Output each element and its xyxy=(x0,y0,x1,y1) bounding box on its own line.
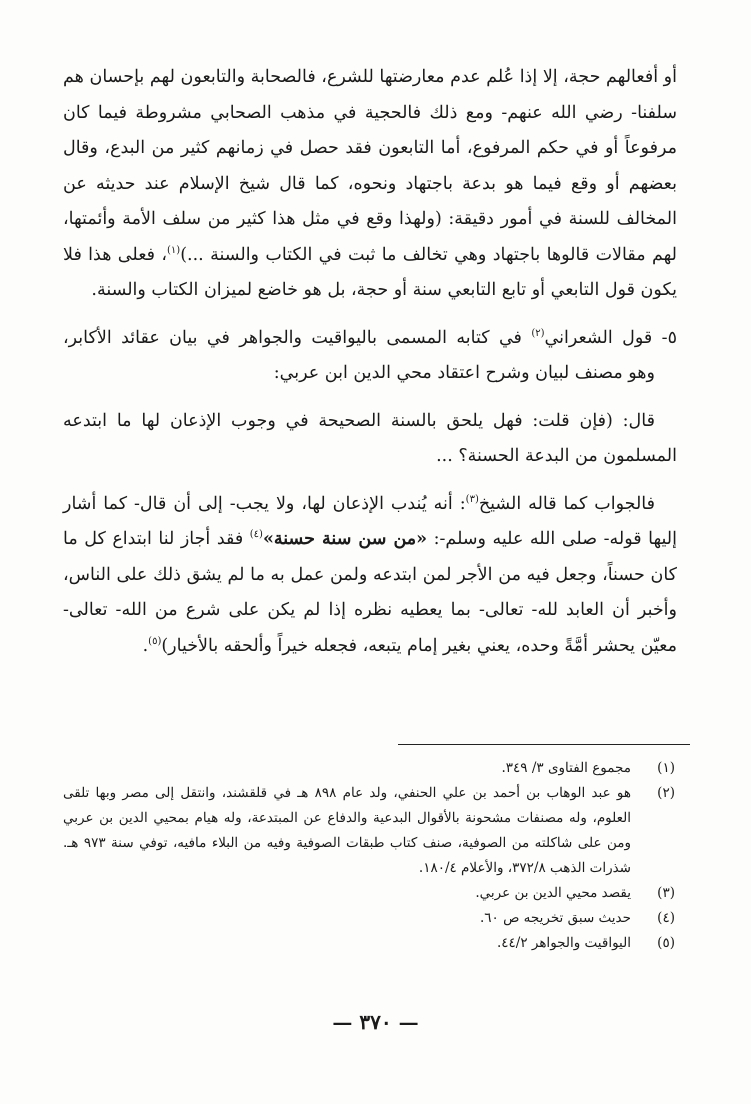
footnote-ref-5: (٥) xyxy=(148,635,162,647)
footnote-ref-2: (٢) xyxy=(531,327,545,339)
footnote-3 xyxy=(63,881,675,906)
paragraph-2-item-5: ٥- قول الشعراني$^{(٢)}$ في كتابه المسمى باليواقيت والجواهر في بيان عقائد الأكابر، وهو مصنف لبيان وشرح اعتقاد محي الدين ابن عربي: xyxy=(63,327,677,383)
main-text xyxy=(63,60,677,676)
hadith-quote: «من سن سنة حسنة» xyxy=(262,529,428,549)
page-number: — ٣٧٠ — xyxy=(332,1010,419,1034)
footnote-separator xyxy=(398,744,690,745)
footnote-2 xyxy=(63,781,675,881)
paragraph-1: أو أفعالهم حجة، إلا إذا عُلم عدم معارضتها للشرع، فالصحابة والتابعون لهم بإحسان هم سلفنا- رضي الله عنهم- ومع ذلك فالحجية في مذهب الصحابي مشروطة فيما كان مرفوعاً أو في حكم المرفوع، أما التابعون فقد حصل في زمانهم كثير من البدع، وقال بعضهم أو وقع فيما هو بدعة باجتهاد ونحوه، كما قال شيخ الإسلام عند حديثه عن المخالف للسنة في أمور دقيقة: (ولهذا وقع في مثل هذا كثير من سلف الأمة وأئمتها، لهم مقالات قالوها باجتهاد وهي تخالف ما ثبت في الكتاب والسنة ...)$^{(١)}$، فعلى هذا فلا يكون قول التابعي أو تابع التابعي سنة أو حجة، بل هو خاضع لميزان الكتاب والسنة. xyxy=(63,67,677,300)
footnote-1 xyxy=(63,756,675,781)
footnote-5 xyxy=(63,931,675,956)
footnote-text: يقصد محيي الدين بن عربي. xyxy=(475,885,631,901)
paragraph-4-answer: فالجواب كما قاله الشيخ$^{(٣)}$: أنه يُندب الإذعان لها، ولا يجب- إلى أن قال- كما أشار إليها قوله- صلى الله عليه وسلم-: «من سن سنة حسنة»$^{(٤)}$ فقد أجاز لنا ابتداع كل ما كان حسناً، وجعل فيه من الأجر لمن ابتدعه ولمن عمل به ما لم يشق ذلك على الناس، وأخبر أن العابد لله- تعالى- بما يعطيه نظره إذا لم يكن على شرع من الله- تعالى- معيّن يحشر أمَّةً وحده، يعني بغير إمام يتبعه، فجعله خيراً وألحقه بالأخيار)$^{(٥)}$. xyxy=(63,493,678,656)
footnote-number: (٤) xyxy=(657,910,675,926)
paragraph-3-quote: قال: (فإن قلت: فهل يلحق بالسنة الصحيحة في وجوب الإذعان لها ما ابتدعه المسلمون من البدعة الحسنة؟ ... xyxy=(63,410,677,466)
footnote-text: اليواقيت والجواهر ٤٤/٢. xyxy=(496,935,631,951)
footnote-ref-3: (٣) xyxy=(465,493,479,505)
footnote-number: (٥) xyxy=(657,935,675,951)
footnote-number: (١) xyxy=(657,760,675,776)
footnote-ref-1: (١) xyxy=(167,244,181,256)
footnotes xyxy=(63,756,675,956)
footnote-text: مجموع الفتاوى ٣/ ٣٤٩. xyxy=(501,760,631,776)
footnote-4 xyxy=(63,906,675,931)
footnote-ref-4: (٤) xyxy=(249,529,263,541)
footnote-text: هو عبد الوهاب بن أحمد بن علي الحنفي، ولد عام ٨٩٨ هـ في قلقشند، وانتقل إلى مصر وبها تلقى العلوم، وله مصنفات مشحونة بالأقوال البدعية والدفاع عن المبتدعة، وله هيام بمحيي الدين بن عربي ومن على شاكلته من الصوفية، صنف كتاب طبقات الصوفية وفيه من البلاء مافيه، توفي سنة ٩٧٣ هـ. شذرات الذهب ٣٧٢/٨، والأعلام ١٨٠/٤. xyxy=(63,785,632,876)
footnote-number: (٣) xyxy=(657,885,675,901)
footnote-number: (٢) xyxy=(657,785,675,801)
footnote-text: حديث سبق تخريجه ص ٦٠. xyxy=(479,910,631,926)
